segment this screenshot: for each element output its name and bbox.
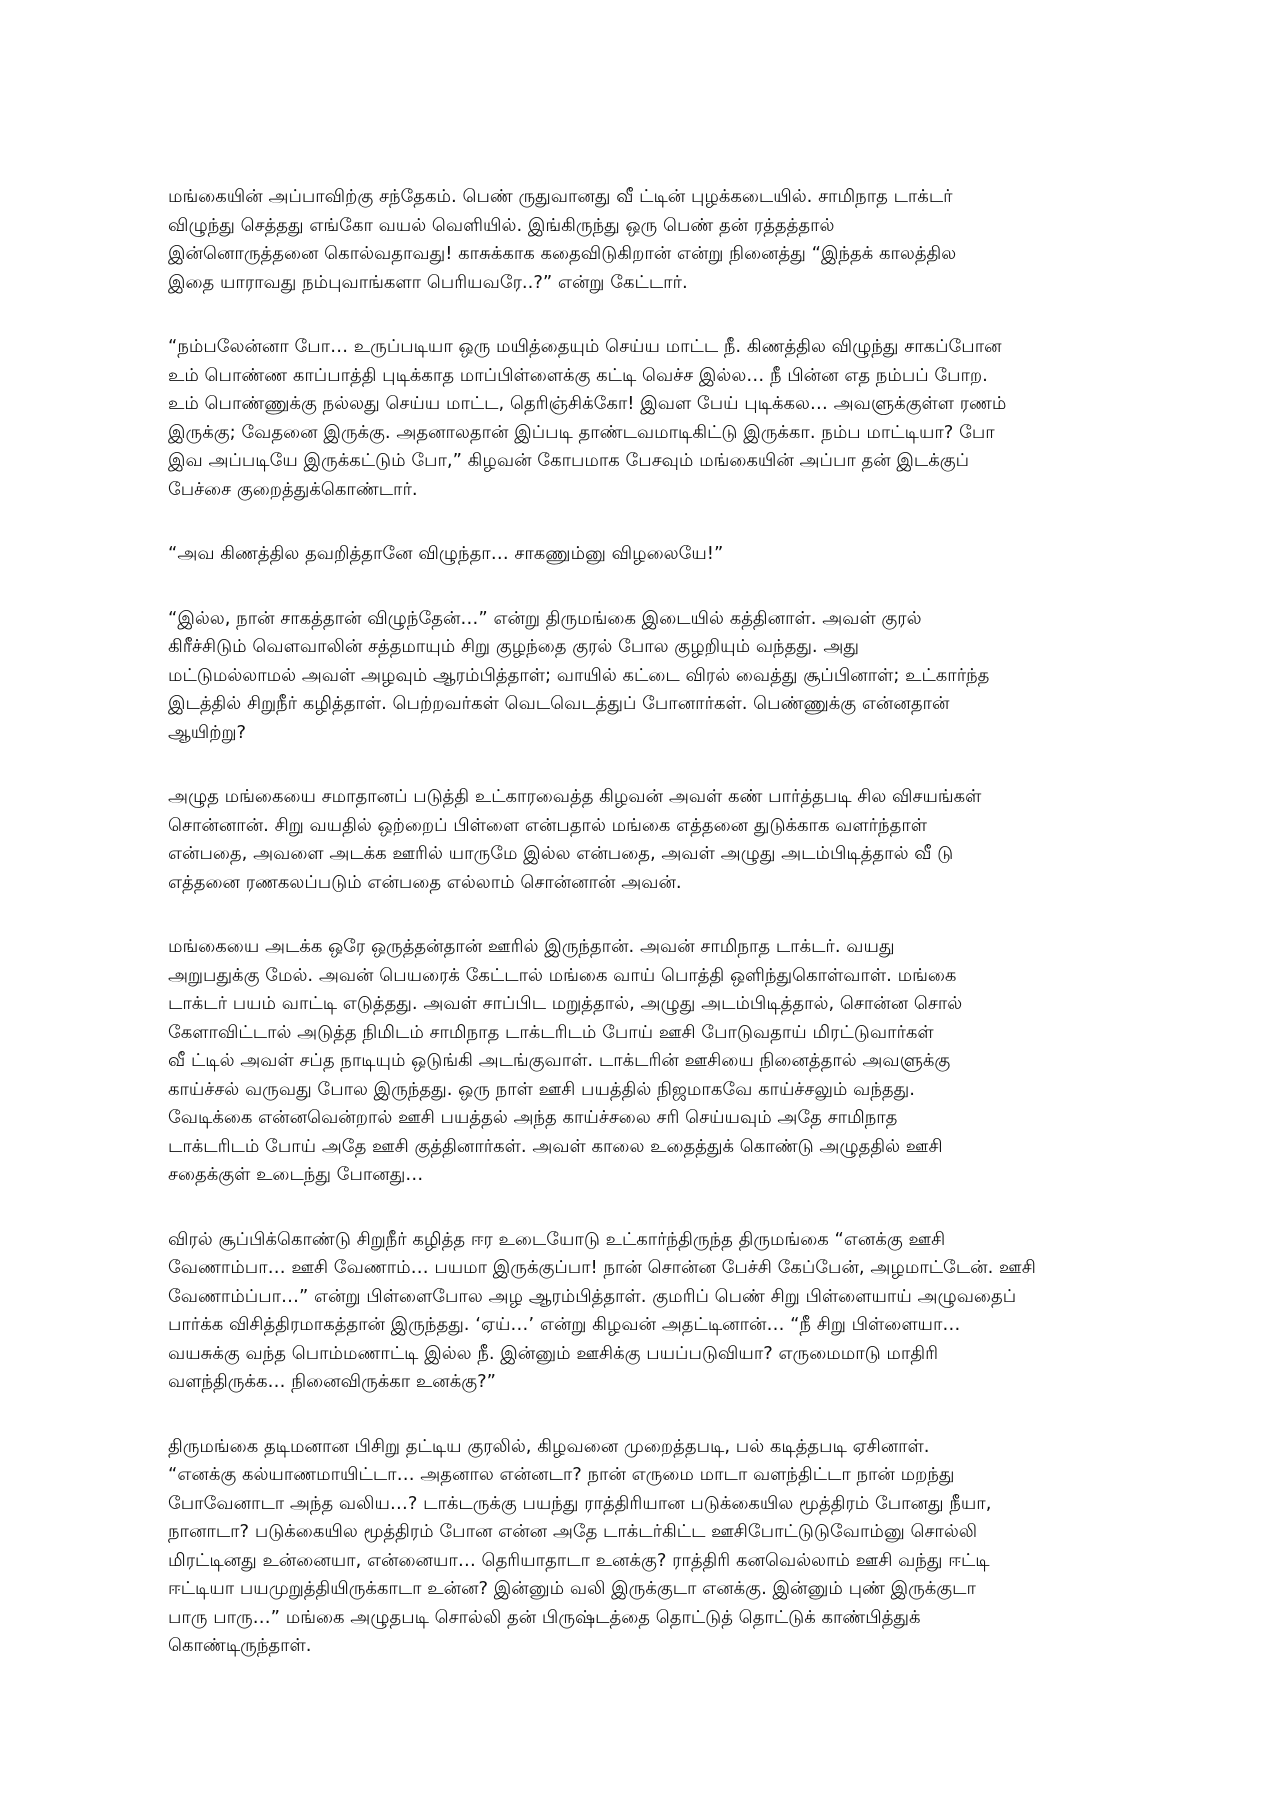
paragraph-1 — [168, 183, 1118, 297]
text-line: டாக்டர் பயம் வாட்டி எடுத்தது. அவள் சாப்பிட மறுத்தால், அழுது அடம்பிடித்தால், சொன்ன சொல் — [168, 993, 963, 1014]
text-line: அழுத மங்கையை சமாதானப் படுத்தி உட்காரவைத்த கிழவன் அவள் கண் பார்த்தபடி சில விசயங்கள் — [168, 786, 982, 807]
text-line: என்பதை, அவளை அடக்க ஊரில் யாருமே இல்ல என்பதை, அவள் அழுது அடம்பிடித்தால் வீ டு — [168, 843, 954, 864]
text-line: சொன்னான். சிறு வயதில் ஒற்றைப் பிள்ளை என்பதால் மங்கை எத்தனை துடுக்காக வளர்ந்தாள் — [168, 814, 927, 836]
text-line: பேச்சை குறைத்துக்கொண்டார். — [168, 478, 418, 500]
text-line: போவேனாடா அந்த வலிய…? டாக்டருக்கு பயந்து ராத்திரியான படுக்கையில மூத்திரம் போனது நீயா, — [168, 1492, 992, 1514]
text-line: பாரு பாரு…” மங்கை அழுதபடி சொல்லி தன் பிருஷ்டத்தை தொட்டுத் தொட்டுக் காண்பித்துக் — [168, 1606, 921, 1628]
text-line: திருமங்கை தடிமனான பிசிறு தட்டிய குரலில், கிழவனை முறைத்தபடி, பல் கடித்தபடி ஏசினாள். — [168, 1435, 930, 1457]
text-line: சதைக்குள் உடைந்து போனது… — [168, 1164, 424, 1185]
text-line: இடத்தில் சிறுநீர் கழித்தாள். பெற்றவர்கள் வெடவெடத்துப் போனார்கள். பெண்ணுக்கு என்னதான் — [168, 693, 950, 714]
text-line: இருக்கு; வேதனை இருக்கு. அதனாலதான் இப்படி தாண்டவமாடிகிட்டு இருக்கா. நம்ப மாட்டியா? போ — [168, 421, 995, 443]
paragraph-5 — [168, 783, 1118, 897]
text-line: விழுந்து செத்தது எங்கோ வயல் வெளியில். இங்கிருந்து ஒரு பெண் தன் ரத்தத்தால் — [168, 214, 835, 236]
text-line: ஈட்டியா பயமுறுத்தியிருக்காடா உன்ன? இன்னும் வலி இருக்குடா எனக்கு. இன்னும் புண் இருக்குடா — [168, 1578, 976, 1599]
text-line: கொண்டிருந்தாள். — [168, 1635, 312, 1656]
text-line: வீ ட்டில் அவள் சப்த நாடியும் ஒடுங்கி அடங்குவாள். டாக்டரின் ஊசியை நினைத்தால் அவளுக்கு — [168, 1050, 951, 1071]
text-line: கிரீச்சிடும் வௌவாலின் சத்தமாயும் சிறு குழந்தை குரல் போல குழறியும் வந்தது. அது — [168, 636, 859, 657]
text-line: இதை யாராவது நம்புவாங்களா பெரியவரே..?” என்று கேட்டார். — [168, 271, 688, 293]
text-line: “எனக்கு கல்யாணமாயிட்டா… அதனால என்னடா? நான் எருமை மாடா வளந்திட்டா நான் மறந்து — [168, 1464, 955, 1485]
text-line: மிரட்டினது உன்னையா, என்னையா… தெரியாதாடா உனக்கு? ராத்திரி கனவெல்லாம் ஊசி வந்து ஈட்டி — [168, 1549, 990, 1571]
paragraph-2 — [168, 333, 1118, 504]
text-line: மட்டுமல்லாமல் அவள் அழவும் ஆரம்பித்தாள்; வாயில் கட்டை விரல் வைத்து சூப்பினாள்; உட்கார்ந்த — [168, 664, 990, 686]
text-line: “இல்ல, நான் சாகத்தான் விழுந்தேன்…” என்று திருமங்கை இடையில் கத்தினாள். அவள் குரல் — [168, 607, 922, 629]
text-line: உம் பொண்ண காப்பாத்தி புடிக்காத மாப்பிள்ளைக்கு கட்டி வெச்ச இல்ல… நீ பின்ன எத நம்பப் போற. — [168, 364, 988, 386]
text-line: இவ அப்படியே இருக்கட்டும் போ,” கிழவன் கோபமாக பேசவும் மங்கையின் அப்பா தன் இடக்குப் — [168, 450, 969, 471]
document-body — [168, 183, 1118, 1697]
paragraph-4 — [168, 605, 1118, 748]
text-line: நானாடா? படுக்கையில மூத்திரம் போன என்ன அதே டாக்டர்கிட்ட ஊசிபோட்டுடுவோம்னு சொல்லி — [168, 1521, 978, 1542]
paragraph-6 — [168, 933, 1118, 1190]
text-line: வேடிக்கை என்னவென்றால் ஊசி பயத்தல் அந்த காய்ச்சலை சரி செய்யவும் அதே சாமிநாத — [168, 1107, 898, 1128]
text-line: வளந்திருக்க… நினைவிருக்கா உனக்கு?” — [168, 1371, 496, 1392]
text-line: மங்கையின் அப்பாவிற்கு சந்தேகம். பெண் ருதுவானது வீ ட்டின் புழக்கடையில். சாமிநாத டாக்டர் — [168, 186, 953, 207]
text-line: பார்க்க விசித்திரமாகத்தான் இருந்தது. ‘ஏய்…’ என்று கிழவன் அதட்டினான்… “நீ சிறு பிள்ளையா… — [168, 1314, 961, 1335]
text-line: உம் பொண்ணுக்கு நல்லது செய்ய மாட்ட, தெரிஞ்சிக்கோ! இவள பேய் புடிக்கல… அவளுக்குள்ள ரணம் — [168, 393, 1007, 414]
text-line: எத்தனை ரணகலப்படும் என்பதை எல்லாம் சொன்னான் அவன். — [168, 871, 682, 893]
paragraph-8 — [168, 1433, 1118, 1661]
text-line: இன்னொருத்தனை கொல்வதாவது! காசுக்காக கதைவிடுகிறான் என்று நினைத்து “இந்தக் காலத்தில — [168, 243, 957, 264]
text-line: ஆயிற்று? — [168, 721, 247, 743]
text-line: “அவ கிணத்தில தவறித்தானே விழுந்தா… சாகணும்னு விழலையே!” — [168, 543, 724, 564]
text-line: “நம்பலேன்னா போ… உருப்படியா ஒரு மயித்தையும் செய்ய மாட்ட நீ. கிணத்தில விழுந்து சாகப்போன — [168, 336, 1002, 357]
text-line: காய்ச்சல் வருவது போல இருந்தது. ஒரு நாள் ஊசி பயத்தில் நிஜமாகவே காய்ச்சலும் வந்தது. — [168, 1078, 915, 1100]
text-line: விரல் சூப்பிக்கொண்டு சிறுநீர் கழித்த ஈர உடையோடு உட்கார்ந்திருந்த திருமங்கை “எனக்கு ஊசி — [168, 1228, 946, 1250]
text-line: டாக்டரிடம் போய் அதே ஊசி குத்தினார்கள். அவள் காலை உதைத்துக் கொண்டு அழுததில் ஊசி — [168, 1135, 943, 1157]
text-line: கேளாவிட்டால் அடுத்த நிமிடம் சாமிநாத டாக்டரிடம் போய் ஊசி போடுவதாய் மிரட்டுவார்கள் — [168, 1021, 934, 1043]
text-line: வயசுக்கு வந்த பொம்மணாட்டி இல்ல நீ. இன்னும் ஊசிக்கு பயப்படுவியா? எருமைமாடு மாதிரி — [168, 1342, 939, 1364]
text-line: மங்கையை அடக்க ஒரே ஒருத்தன்தான் ஊரில் இருந்தான். அவன் சாமிநாத டாக்டர். வயது — [168, 936, 895, 957]
paragraph-3 — [168, 540, 1118, 569]
text-line: வேணாம்பா… ஊசி வேணாம்… பயமா இருக்குப்பா! நான் சொன்ன பேச்சி கேப்பேன், அழமாட்டேன். ஊசி — [168, 1257, 1036, 1278]
text-line: வேணாம்ப்பா…” என்று பிள்ளைபோல அழ ஆரம்பித்தாள். குமரிப் பெண் சிறு பிள்ளையாய் அழுவதைப் — [168, 1285, 1017, 1307]
text-line: அறுபதுக்கு மேல். அவன் பெயரைக் கேட்டால் மங்கை வாய் பொத்தி ஒளிந்துகொள்வாள். மங்கை — [168, 964, 957, 986]
paragraph-7 — [168, 1226, 1118, 1397]
